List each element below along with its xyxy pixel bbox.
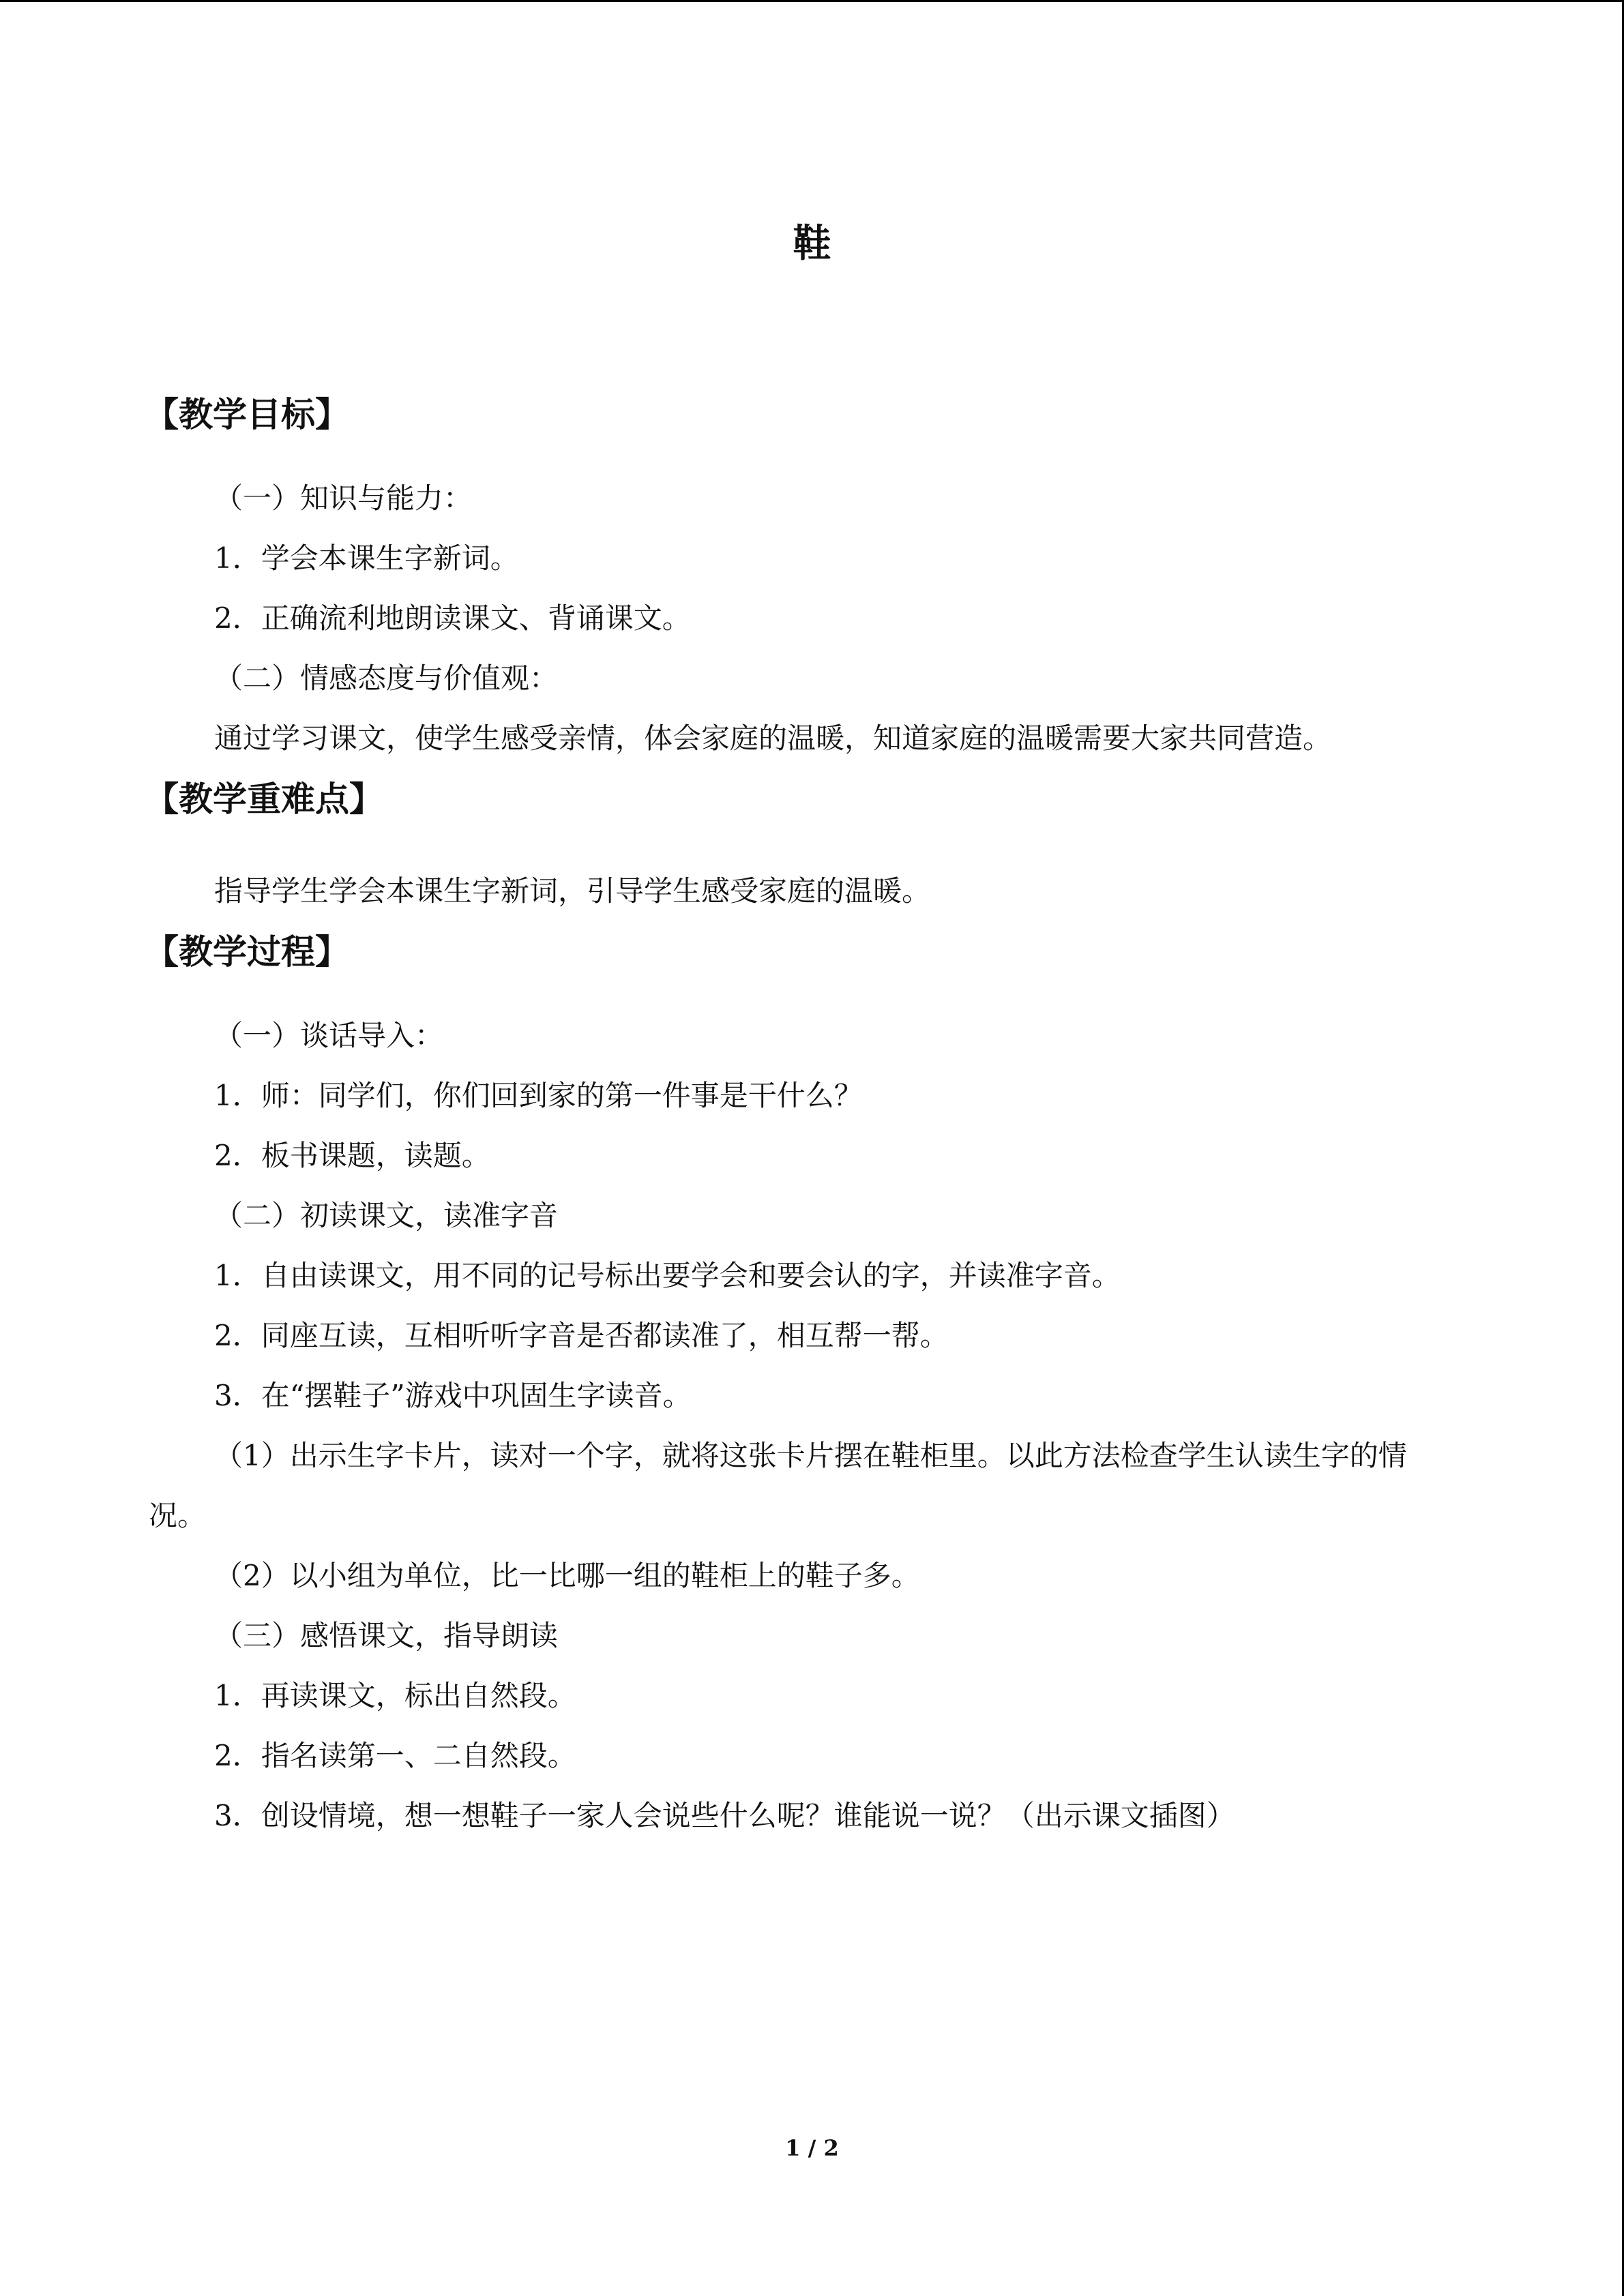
paragraph: 1．学会本课生字新词。 (214, 541, 519, 575)
paragraph: 3．在“摆鞋子”游戏中巩固生字读音。 (214, 1379, 692, 1412)
page-title: 鞋 (793, 222, 831, 266)
paragraph: 指导学生学会本课生字新词，引导学生感受家庭的温暖。 (214, 874, 931, 908)
paragraph: （2）以小组为单位，比一比哪一组的鞋柜上的鞋子多。 (214, 1559, 920, 1592)
paragraph: 通过学习课文，使学生感受亲情，体会家庭的温暖，知道家庭的温暖需要大家共同营造。 (214, 721, 1332, 755)
paragraph: 2．正确流利地朗读课文、背诵课文。 (214, 601, 691, 635)
paragraph: （二）初读课文，读准字音 (214, 1199, 559, 1232)
paragraph: （一）谈话导入： (214, 1019, 444, 1052)
document-body (145, 384, 1486, 1846)
paragraph: 1．自由读课文，用不同的记号标出要学会和要会认的字，并读准字音。 (214, 1259, 1121, 1292)
section-heading-key-points: 【教学重难点】 (145, 779, 383, 819)
paragraph: （三）感悟课文，指导朗读 (214, 1619, 559, 1652)
section-heading-objectives: 【教学目标】 (145, 395, 349, 434)
paragraph: （二）情感态度与价值观： (214, 661, 559, 695)
paragraph: （1）出示生字卡片，读对一个字，就将这张卡片摆在鞋柜里。以此方法检查学生认读生字的情况。 (149, 1439, 1407, 1532)
paragraph: 2．同座互读，互相听听字音是否都读准了，相互帮一帮。 (214, 1319, 949, 1352)
paragraph: （一）知识与能力： (214, 481, 473, 515)
paragraph: 3．创设情境，想一想鞋子一家人会说些什么呢？谁能说一说？（出示课文插图） (214, 1799, 1235, 1832)
paragraph: 1．再读课文，标出自然段。 (214, 1679, 576, 1712)
paragraph: 2．指名读第一、二自然段。 (214, 1739, 576, 1772)
paragraph: 1．师：同学们，你们回到家的第一件事是干什么？ (214, 1079, 863, 1112)
section-heading-process: 【教学过程】 (145, 932, 349, 972)
page-number: 1 / 2 (785, 2135, 839, 2161)
paragraph: 2．板书课题，读题。 (214, 1139, 490, 1172)
